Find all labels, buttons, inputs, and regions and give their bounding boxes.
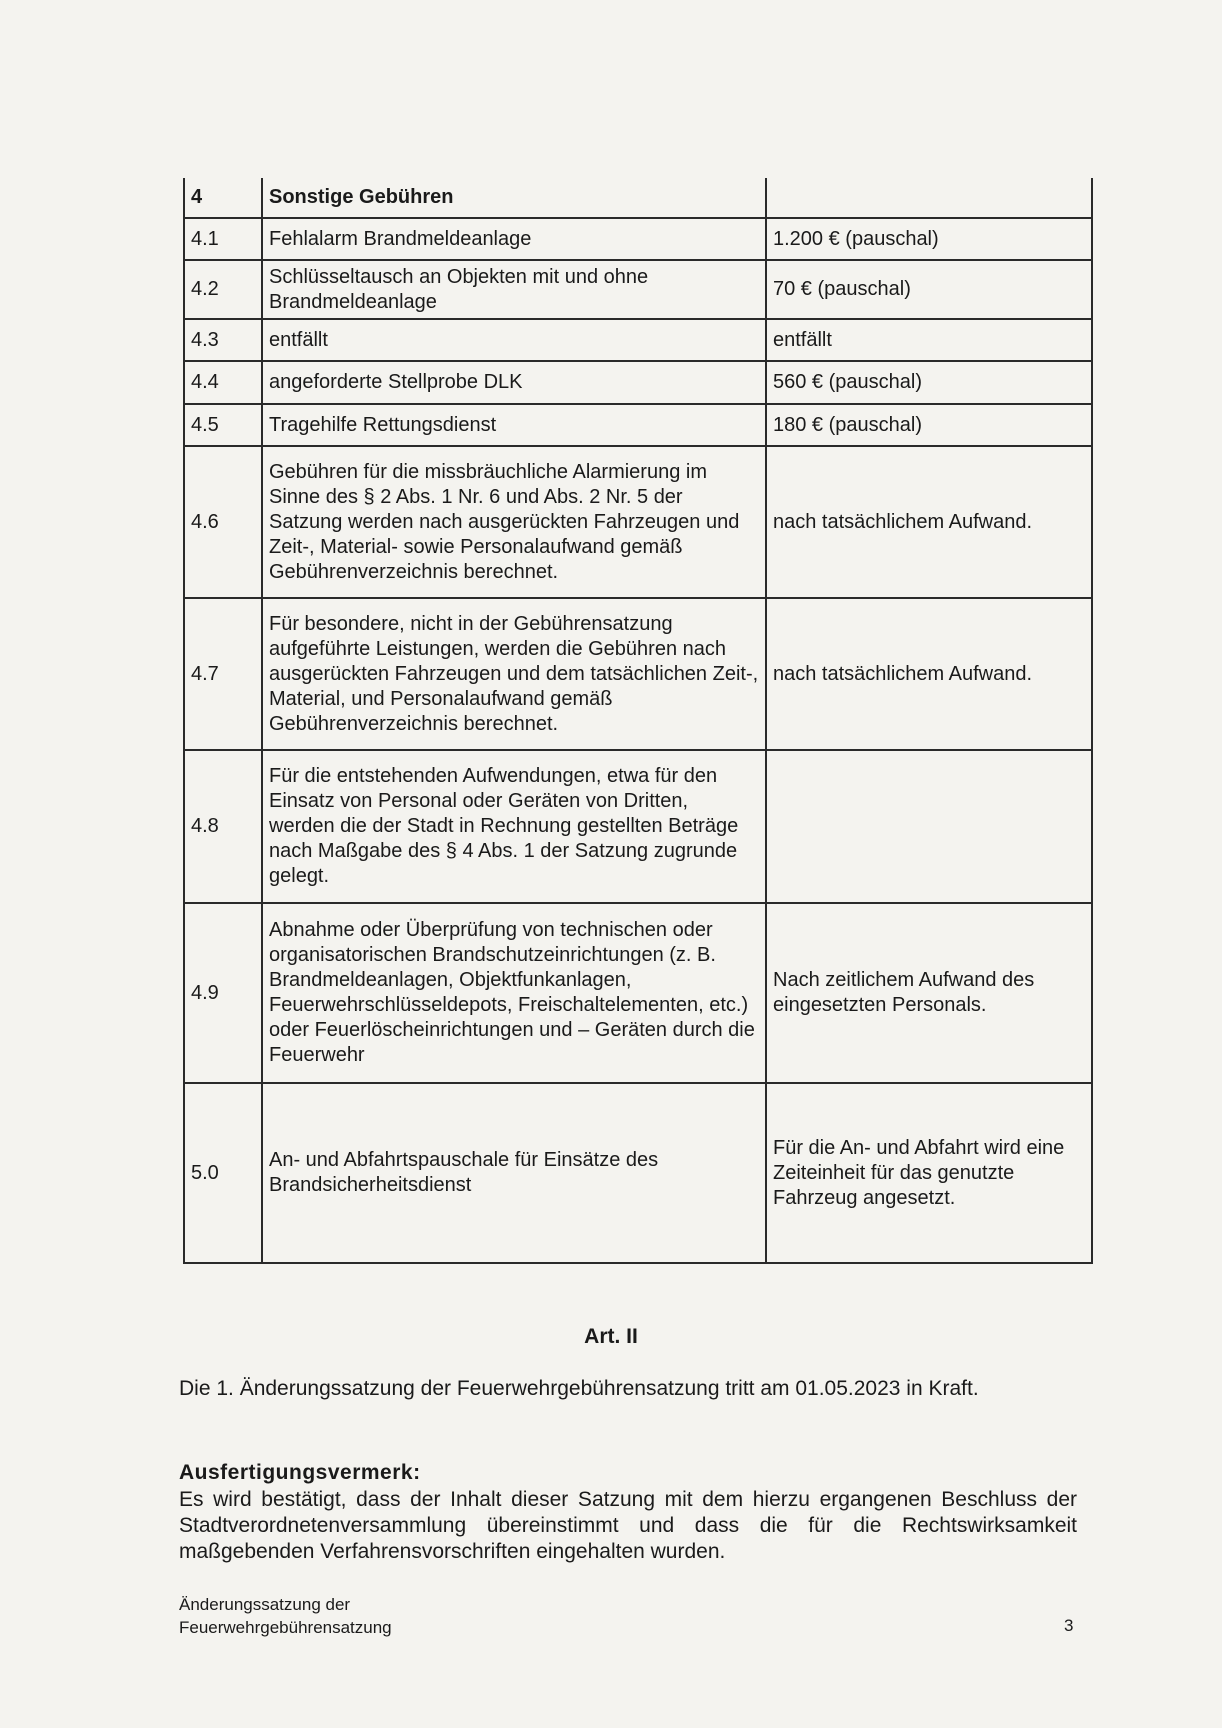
item-number: 4.3 xyxy=(184,319,262,361)
item-description: Fehlalarm Brandmeldeanlage xyxy=(262,218,766,260)
table-row xyxy=(184,319,1092,361)
item-number: 4.5 xyxy=(184,404,262,446)
table-row xyxy=(184,178,1092,218)
table-row xyxy=(184,598,1092,750)
item-description: Gebühren für die missbräuchliche Alarmierung im Sinne des § 2 Abs. 1 Nr. 6 und Abs. 2 Nr. 5 der Satzung werden nach ausgerückten Fahrzeugen und Zeit-, Material- sowie Personalaufwand gemäß Gebührenverzeichnis berechnet. xyxy=(262,446,766,598)
item-fee: 180 € (pauschal) xyxy=(766,404,1092,446)
vermerk-body: Es wird bestätigt, dass der Inhalt dieser Satzung mit dem hierzu ergangenen Beschluss der Stadtverordnetenversammlung übereinstimmt und dass die für die Rechtswirksamkeit maßgebenden Verfahrensvorschriften eingehalten wurden. xyxy=(179,1488,1077,1563)
item-number: 4.2 xyxy=(184,260,262,319)
table-row xyxy=(184,218,1092,260)
item-description: Tragehilfe Rettungsdienst xyxy=(262,404,766,446)
item-number: 4.4 xyxy=(184,361,262,404)
item-number: 4.7 xyxy=(184,598,262,750)
item-description: angeforderte Stellprobe DLK xyxy=(262,361,766,404)
footer-line-1: Änderungssatzung der xyxy=(179,1595,351,1614)
item-description: Für besondere, nicht in der Gebührensatzung aufgeführte Leistungen, werden die Gebühren nach ausgerückten Fahrzeugen und dem tatsächlichen Zeit-, Material, und Personalaufwand gemäß Gebührenverzeichnis berechnet. xyxy=(262,598,766,750)
footer-title xyxy=(179,1593,392,1639)
article-text: Die 1. Änderungssatzung der Feuerwehrgebührensatzung tritt am 01.05.2023 in Kraft. xyxy=(179,1377,979,1400)
item-fee: 1.200 € (pauschal) xyxy=(766,218,1092,260)
item-number: 4.6 xyxy=(184,446,262,598)
item-number: 4.8 xyxy=(184,750,262,903)
table-row xyxy=(184,260,1092,319)
vermerk-title: Ausfertigungsvermerk: xyxy=(179,1461,421,1484)
item-description: Schlüsseltausch an Objekten mit und ohne Brandmeldeanlage xyxy=(262,260,766,319)
item-fee: 70 € (pauschal) xyxy=(766,260,1092,319)
table-row xyxy=(184,404,1092,446)
item-fee: nach tatsächlichem Aufwand. xyxy=(766,446,1092,598)
item-fee xyxy=(766,178,1092,218)
table-row xyxy=(184,361,1092,404)
article-heading: Art. II xyxy=(584,1325,638,1348)
item-number: 4.9 xyxy=(184,903,262,1083)
footer-line-2: Feuerwehrgebührensatzung xyxy=(179,1618,392,1637)
item-description: Sonstige Gebühren xyxy=(262,178,766,218)
table-row xyxy=(184,903,1092,1083)
item-fee xyxy=(766,750,1092,903)
item-fee: nach tatsächlichem Aufwand. xyxy=(766,598,1092,750)
table-row xyxy=(184,1083,1092,1263)
fee-table xyxy=(183,178,1093,1264)
table-row xyxy=(184,750,1092,903)
item-number: 4 xyxy=(184,178,262,218)
item-fee: 560 € (pauschal) xyxy=(766,361,1092,404)
item-fee: Nach zeitlichem Aufwand des eingesetzten Personals. xyxy=(766,903,1092,1083)
item-description: Abnahme oder Überprüfung von technischen oder organisatorischen Brandschutzeinrichtungen (z. B. Brandmeldeanlagen, Objektfunkanlagen, Feuerwehrschlüsseldepots, Freischaltelementen, etc.) oder Feuerlöscheinrichtungen und – Geräten durch die Feuerwehr xyxy=(262,903,766,1083)
item-description: An- und Abfahrtspauschale für Einsätze des Brandsicherheitsdienst xyxy=(262,1083,766,1263)
item-fee: entfällt xyxy=(766,319,1092,361)
item-number: 4.1 xyxy=(184,218,262,260)
item-number: 5.0 xyxy=(184,1083,262,1263)
table-row xyxy=(184,446,1092,598)
page-number: 3 xyxy=(1064,1616,1074,1635)
item-description: entfällt xyxy=(262,319,766,361)
item-description: Für die entstehenden Aufwendungen, etwa für den Einsatz von Personal oder Geräten von Dritten, werden die der Stadt in Rechnung gestellten Beträge nach Maßgabe des § 4 Abs. 1 der Satzung zugrunde gelegt. xyxy=(262,750,766,903)
item-fee: Für die An- und Abfahrt wird eine Zeiteinheit für das genutzte Fahrzeug angesetzt. xyxy=(766,1083,1092,1263)
